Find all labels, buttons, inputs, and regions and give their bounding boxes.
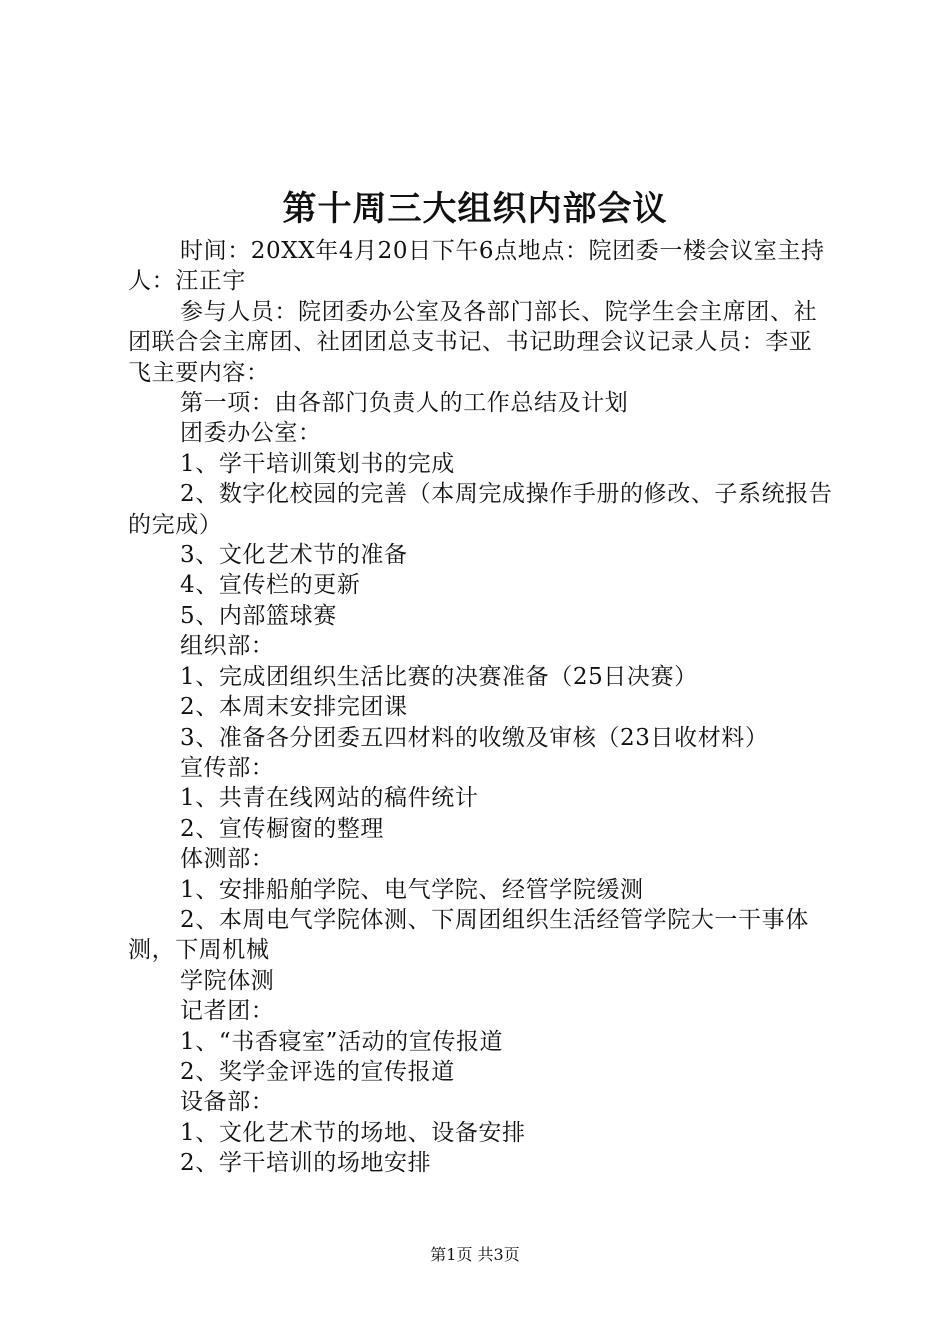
paragraph-participants: 参与人员：院团委办公室及各部门部长、院学生会主席团、社团联合会主席团、社团团总支书记、书记助理会议记录人员：李亚飞主要内容：	[128, 298, 818, 386]
document-body	[128, 236, 834, 1179]
section-heading-organization: 组织部：	[180, 633, 275, 660]
list-item: 1、学干培训策划书的完成	[180, 450, 455, 477]
list-item: 3、准备各分团委五四材料的收缴及审核（23日收材料）	[180, 724, 769, 751]
page-number-footer: 第1页 共3页	[430, 1245, 520, 1264]
list-item: 2、奖学金评选的宣传报道	[180, 1058, 455, 1085]
list-item: 1、文化艺术节的场地、设备安排	[180, 1119, 526, 1146]
document-title: 第十周三大组织内部会议	[282, 189, 668, 229]
list-item: 1、安排船舶学院、电气学院、经管学院缓测	[180, 876, 644, 903]
section-heading-fitness-test: 体测部：	[180, 846, 275, 873]
paragraph-time-host: 时间：20XX年4月20日下午6点地点：院团委一楼会议室主持人：汪正宇	[128, 238, 825, 295]
section-heading-press: 记者团：	[180, 998, 275, 1025]
list-item-continuation: 学院体测	[180, 967, 275, 994]
list-item: 1、“书香寝室”活动的宣传报道	[180, 1028, 504, 1055]
list-item: 4、宣传栏的更新	[180, 572, 361, 599]
section-heading-publicity: 宣传部：	[180, 754, 275, 781]
list-item: 1、完成团组织生活比赛的决赛准备（25日决赛）	[180, 663, 698, 690]
list-item: 2、宣传橱窗的整理	[180, 815, 385, 842]
list-item: 3、文化艺术节的准备	[180, 542, 408, 569]
section-heading-office: 团委办公室：	[180, 420, 322, 447]
section-heading-equipment: 设备部：	[180, 1089, 275, 1116]
list-item: 5、内部篮球赛	[180, 602, 337, 629]
list-item: 1、共青在线网站的稿件统计	[180, 785, 479, 812]
list-item: 2、学干培训的场地安排	[180, 1150, 432, 1177]
list-item: 2、本周电气学院体测、下周团组织生活经管学院大一干事体测，下周机械	[128, 906, 809, 964]
list-item: 2、数字化校园的完善（本周完成操作手册的修改、子系统报告的完成）	[128, 481, 833, 538]
paragraph-item-one: 第一项：由各部门负责人的工作总结及计划	[180, 390, 629, 417]
list-item: 2、本周末安排完团课	[180, 694, 408, 721]
